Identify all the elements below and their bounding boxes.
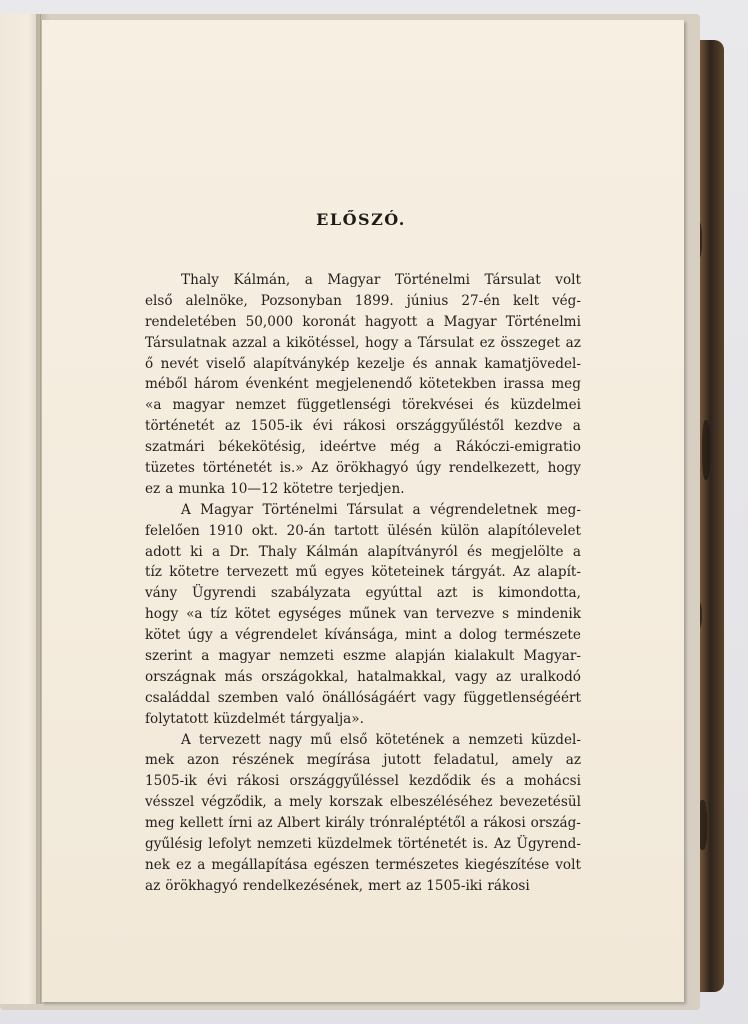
text-line: történetét az 1505-ik évi rákosi országgyűléstől kezdve a bbox=[145, 418, 581, 435]
text-line: tíz kötetre tervezett mű egyes köteteinek tárgyát. Az alapít- bbox=[145, 564, 581, 581]
text-line: vésszel végződik, a mely korszak elbeszéléséhez bevezetésül bbox=[145, 794, 581, 811]
text-line: ő nevét viselő alapítványkép kezelje és annak kamatjövedel- bbox=[145, 355, 581, 372]
text-line: rendeletében 50,000 koronát hagyott a Magyar Történelmi bbox=[145, 313, 581, 330]
text-line: folytatott küzdelmét tárgyalja». bbox=[145, 710, 364, 727]
page-title: ELŐSZÓ. bbox=[316, 210, 406, 229]
text-line: családdal szemben való önállóságáért vagy függetlenségéért bbox=[145, 689, 581, 706]
text-line: első alelnöke, Pozsonyban 1899. június 27-én kelt vég- bbox=[145, 292, 581, 309]
text-line: tüzetes történetét is.» Az örökhagyó úgy rendelkezett, hogy bbox=[145, 460, 581, 477]
text-line: kötet úgy a végrendelet kívánsága, mint a dolog természete bbox=[145, 627, 581, 644]
text-line: szatmári békekötésig, ideértve még a Rákóczi-emigratio bbox=[145, 439, 581, 456]
text-line: «a magyar nemzet függetlenségi törekvései és küzdelmei bbox=[145, 397, 581, 414]
text-line: hogy «a tíz kötet egységes műnek van tervezve s mindenik bbox=[145, 606, 581, 623]
text-line: A tervezett nagy mű első kötetének a nemzeti küzdel- bbox=[181, 731, 581, 748]
text-line: A Magyar Történelmi Társulat a végrendeletnek meg- bbox=[181, 501, 581, 518]
text-line: szerint a magyar nemzeti eszme alapján kialakult Magyar- bbox=[145, 648, 581, 665]
text-line: felelően 1910 okt. 20-án tartott ülésén külön alapítólevelet bbox=[145, 522, 581, 539]
text-line: Társulatnak azzal a kikötéssel, hogy a Társulat ez összeget az bbox=[145, 334, 581, 351]
text-line: országnak más országokkal, hatalmakkal, vagy az uralkodó bbox=[145, 668, 581, 685]
text-line: meg kellett írni az Albert király trónraléptétől a rákosi ország- bbox=[145, 815, 581, 832]
text-line: ez a munka 10—12 kötetre terjedjen. bbox=[145, 480, 405, 497]
text-line: méből három évenként megjelenendő kötetekben irassa meg bbox=[145, 376, 581, 393]
preface-text bbox=[145, 270, 581, 897]
text-line: mek azon részének megírása jutott feladatul, amely az bbox=[145, 752, 581, 769]
text-line: gyűlésig lefolyt nemzeti küzdelmek történetét is. Az Ügyrend- bbox=[145, 836, 581, 853]
text-line: vány Ügyrendi szabályzata egyúttal azt is kimondotta, bbox=[145, 585, 581, 602]
text-line: az örökhagyó rendelkezésének, mert az 1505-iki rákosi bbox=[145, 877, 530, 894]
text-line: 1505-ik évi rákosi országgyűléssel kezdődik és a mohácsi bbox=[145, 773, 581, 790]
text-line: adott ki a Dr. Thaly Kálmán alapítványról és megjelölte a bbox=[145, 543, 581, 560]
text-line: Thaly Kálmán, a Magyar Történelmi Társulat volt bbox=[181, 272, 581, 288]
left-page-edge bbox=[0, 14, 41, 1004]
text-line: nek ez a megállapítása egészen természetes kiegészítése volt bbox=[145, 856, 581, 873]
